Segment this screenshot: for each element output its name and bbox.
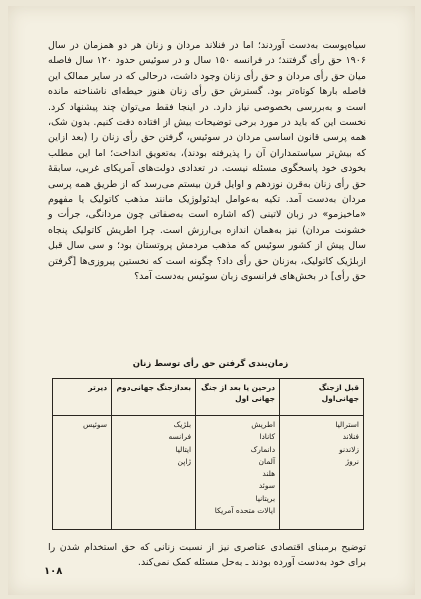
country-item: استرالیا bbox=[335, 420, 359, 429]
suffrage-table bbox=[52, 378, 364, 530]
country-item: سوئد bbox=[258, 481, 276, 491]
header-after-ww2: بعدازجنگ جهانی‌دوم bbox=[112, 379, 196, 416]
country-item: ایالات متحده آمریکا bbox=[214, 506, 276, 516]
country-item: آلمان bbox=[258, 456, 276, 466]
header-during-after-ww1: درحین یا بعد از جنگ جهانی اول bbox=[196, 379, 280, 416]
footer-paragraph: توضیح برمبنای اقتصادی عناصری نیز از نسبت زنانی که حق استخدام شدن را برای خود به‌دست آورده بودند ـ به‌حل مسئله کمک نمی‌کند. bbox=[48, 542, 366, 568]
table-header-row bbox=[53, 379, 364, 416]
table-row bbox=[53, 416, 364, 530]
country-item: فنلاند bbox=[342, 432, 359, 442]
body-paragraph: سیاه‌پوست به‌دست آوردند؛ اما در فنلاند مردان و زنان هر دو همزمان در سال ۱۹۰۶ حق رأی گرفتند؛ در فرانسه ۱۵۰ سال و در سوئیس حدود ۱۲۰ سال فاصله میان حق رأی مردان و حق رأی زنان وجود داشت، درحالی که در سایر ممالک این فاصله بارها کوتاه‌تر بود. گسترش حق رأی زنان هنوز حیطه‌ای ناشناخته مانده است و به‌بررسی بخصوصی نیاز دارد. در اینجا فقط می‌توان چند پیشنهاد کرد. نخست این که باید در مورد برخی توضیحات بیش از افتاده دقت کنیم. بدون شک، همه پرسی قانون اساسی مردان در سوئیس، گرفتن حق رأی زنان را (بعد ازاین که بیش‌تر سیاستمداران آن را پذیرفته بودند)، به‌تعویق انداخت؛ اما این مطلب بخودی خود پاسخگوی مسئله نیست. در تعدادی دولت‌های آمریکای غربی، سابقهٔ حق رأی زنان به‌قرن نوزدهم و اوایل قرن بیستم می‌رسد که از طریق همه پرسی مردان به‌دست آمد. تکیه به‌عوامل ایدئولوژیک مانند مذهب کاتولیک یا مفهوم «ماخیزمو» در زبان لاتینی (که اشاره است به‌صفاتی چون مردانگی، جرأت و خشونت مردان) نیز به‌همان اندازه بی‌ارزش است. چرا اطریش کاتولیک پنجاه سال پیش از کشور سوئیس که مذهب مردمش پروتستان بود؛ و سی سال قبل ازبلژیک کاتولیک، به‌زنان حق رأی داد؟ چگونه است که نخستین پیروزی‌ها [گرفتن حق رأی] در بخش‌های فرانسوی زبان سوئیس به‌دست آمد؟ bbox=[48, 40, 366, 283]
country-item: بلژیک bbox=[173, 420, 192, 429]
header-later: دیرتر bbox=[53, 379, 112, 416]
body-text bbox=[48, 38, 366, 285]
country-item: هلند bbox=[262, 469, 276, 479]
country-item: دانمارک bbox=[250, 444, 276, 454]
cell-later bbox=[53, 416, 112, 530]
country-item: کانادا bbox=[259, 432, 276, 442]
country-item: ایتالیا bbox=[175, 444, 192, 454]
cell-after-ww2 bbox=[112, 416, 196, 530]
country-item: فرانسه bbox=[168, 432, 192, 442]
country-item: سوئیس bbox=[83, 420, 108, 429]
country-item: نروژ bbox=[345, 456, 359, 466]
country-item: اطریش bbox=[251, 420, 276, 429]
country-item: بریتانیا bbox=[255, 493, 276, 503]
country-item: زلاندنو bbox=[339, 444, 359, 454]
country-item: ژاپن bbox=[177, 456, 192, 466]
header-before-ww1: قبل ازجنگ جهانی‌اول bbox=[280, 379, 364, 416]
cell-before-ww1 bbox=[280, 416, 364, 530]
table-title: زمان‌بندی گرفتن حق رأی توسط زنان bbox=[132, 359, 289, 369]
page-number: ۱۰۸ bbox=[44, 566, 63, 577]
footer-text bbox=[48, 540, 366, 570]
cell-during-after-ww1 bbox=[196, 416, 280, 530]
